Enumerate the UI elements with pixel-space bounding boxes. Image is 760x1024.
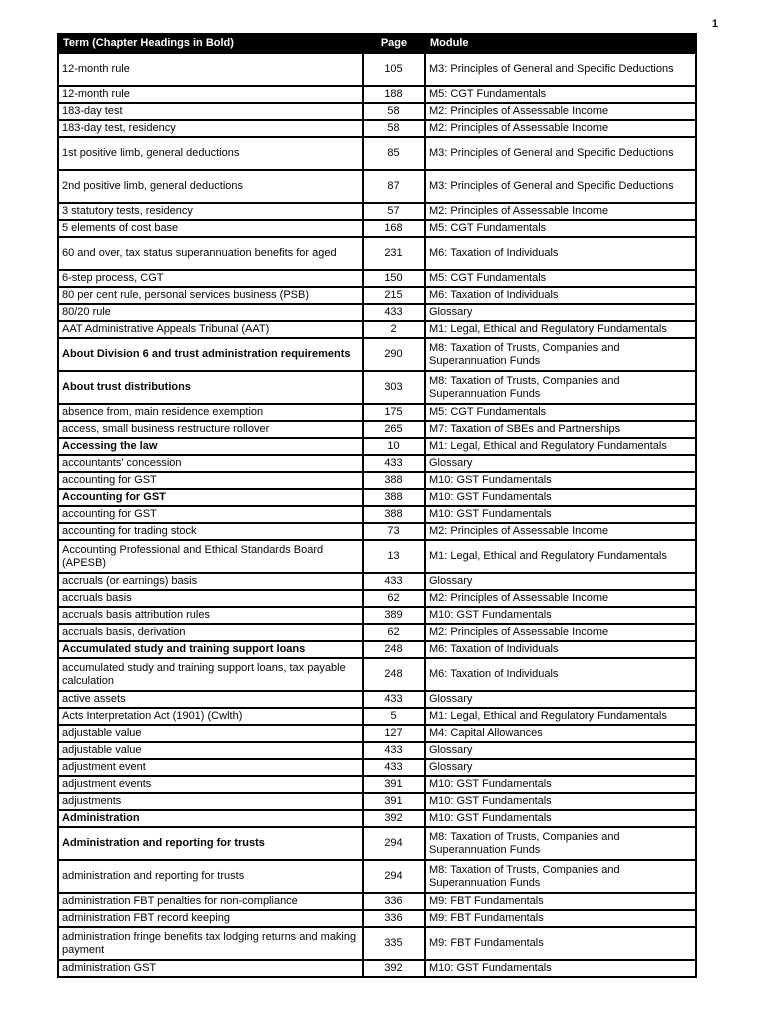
- module-cell: M3: Principles of General and Specific Deductions: [425, 170, 696, 203]
- table-row: [58, 759, 696, 776]
- page-cell: 336: [363, 910, 425, 927]
- table-row: [58, 103, 696, 120]
- term-cell: Administration and reporting for trusts: [58, 827, 363, 860]
- term-cell: 6-step process, CGT: [58, 270, 363, 287]
- page-cell: 294: [363, 827, 425, 860]
- term-cell: accounting for GST: [58, 472, 363, 489]
- table-row: [58, 810, 696, 827]
- table-row: [58, 170, 696, 203]
- page-cell: 62: [363, 590, 425, 607]
- table-row: [58, 421, 696, 438]
- module-cell: M2: Principles of Assessable Income: [425, 103, 696, 120]
- term-cell: administration GST: [58, 960, 363, 977]
- page-cell: 150: [363, 270, 425, 287]
- term-cell: adjustable value: [58, 725, 363, 742]
- module-cell: M9: FBT Fundamentals: [425, 927, 696, 960]
- term-cell: administration FBT record keeping: [58, 910, 363, 927]
- page-cell: 433: [363, 573, 425, 590]
- term-cell: adjustment events: [58, 776, 363, 793]
- page-cell: 2: [363, 321, 425, 338]
- page-cell: 392: [363, 810, 425, 827]
- page-cell: 290: [363, 338, 425, 371]
- module-cell: M1: Legal, Ethical and Regulatory Fundamentals: [425, 540, 696, 573]
- module-cell: M2: Principles of Assessable Income: [425, 523, 696, 540]
- table-row: [58, 438, 696, 455]
- page-cell: 388: [363, 506, 425, 523]
- table-row: [58, 455, 696, 472]
- page-cell: 388: [363, 489, 425, 506]
- module-cell: Glossary: [425, 691, 696, 708]
- module-cell: M3: Principles of General and Specific Deductions: [425, 53, 696, 86]
- term-cell: Accounting for GST: [58, 489, 363, 506]
- page-cell: 175: [363, 404, 425, 421]
- table-row: [58, 321, 696, 338]
- module-cell: M8: Taxation of Trusts, Companies and Superannuation Funds: [425, 860, 696, 893]
- term-cell: accounting for trading stock: [58, 523, 363, 540]
- page-cell: 127: [363, 725, 425, 742]
- table-row: [58, 404, 696, 421]
- page-cell: 391: [363, 793, 425, 810]
- table-row: [58, 725, 696, 742]
- page-cell: 188: [363, 86, 425, 103]
- page-cell: 73: [363, 523, 425, 540]
- table-row: [58, 506, 696, 523]
- table-row: [58, 607, 696, 624]
- module-cell: M8: Taxation of Trusts, Companies and Superannuation Funds: [425, 338, 696, 371]
- term-cell: 3 statutory tests, residency: [58, 203, 363, 220]
- term-cell: accounting for GST: [58, 506, 363, 523]
- table-row: [58, 573, 696, 590]
- page-cell: 87: [363, 170, 425, 203]
- term-cell: adjustment event: [58, 759, 363, 776]
- page-cell: 10: [363, 438, 425, 455]
- module-cell: M8: Taxation of Trusts, Companies and Superannuation Funds: [425, 371, 696, 404]
- module-cell: M1: Legal, Ethical and Regulatory Fundamentals: [425, 321, 696, 338]
- module-cell: M5: CGT Fundamentals: [425, 86, 696, 103]
- module-cell: M3: Principles of General and Specific Deductions: [425, 137, 696, 170]
- page-cell: 85: [363, 137, 425, 170]
- module-cell: M6: Taxation of Individuals: [425, 658, 696, 691]
- table-row: [58, 658, 696, 691]
- index-table-body: [58, 53, 696, 977]
- page-cell: 389: [363, 607, 425, 624]
- table-row: [58, 523, 696, 540]
- term-cell: Acts Interpretation Act (1901) (Cwlth): [58, 708, 363, 725]
- module-cell: M2: Principles of Assessable Income: [425, 624, 696, 641]
- table-row: [58, 203, 696, 220]
- term-cell: 60 and over, tax status superannuation benefits for aged: [58, 237, 363, 270]
- table-row: [58, 624, 696, 641]
- table-row: [58, 793, 696, 810]
- table-row: [58, 910, 696, 927]
- module-cell: M2: Principles of Assessable Income: [425, 203, 696, 220]
- module-cell: Glossary: [425, 455, 696, 472]
- page-cell: 303: [363, 371, 425, 404]
- term-cell: access, small business restructure rollover: [58, 421, 363, 438]
- module-cell: M10: GST Fundamentals: [425, 506, 696, 523]
- term-cell: 183-day test, residency: [58, 120, 363, 137]
- term-cell: accruals (or earnings) basis: [58, 573, 363, 590]
- module-cell: M10: GST Fundamentals: [425, 793, 696, 810]
- table-row: [58, 287, 696, 304]
- table-row: [58, 860, 696, 893]
- table-row: [58, 304, 696, 321]
- term-cell: 80/20 rule: [58, 304, 363, 321]
- table-row: [58, 960, 696, 977]
- module-cell: M6: Taxation of Individuals: [425, 287, 696, 304]
- module-cell: M6: Taxation of Individuals: [425, 237, 696, 270]
- term-cell: 183-day test: [58, 103, 363, 120]
- module-cell: M10: GST Fundamentals: [425, 489, 696, 506]
- page-cell: 336: [363, 893, 425, 910]
- term-cell: administration fringe benefits tax lodging returns and making payment: [58, 927, 363, 960]
- page-cell: 5: [363, 708, 425, 725]
- table-row: [58, 472, 696, 489]
- module-cell: M10: GST Fundamentals: [425, 472, 696, 489]
- module-cell: Glossary: [425, 304, 696, 321]
- module-cell: M2: Principles of Assessable Income: [425, 590, 696, 607]
- page-cell: 433: [363, 691, 425, 708]
- module-cell: M1: Legal, Ethical and Regulatory Fundamentals: [425, 708, 696, 725]
- page-cell: 433: [363, 742, 425, 759]
- table-row: [58, 489, 696, 506]
- page-cell: 57: [363, 203, 425, 220]
- table-row: [58, 338, 696, 371]
- page-cell: 433: [363, 759, 425, 776]
- page-cell: 248: [363, 658, 425, 691]
- term-cell: administration and reporting for trusts: [58, 860, 363, 893]
- term-cell: accruals basis, derivation: [58, 624, 363, 641]
- term-cell: 1st positive limb, general deductions: [58, 137, 363, 170]
- table-row: [58, 371, 696, 404]
- module-cell: Glossary: [425, 759, 696, 776]
- page-cell: 215: [363, 287, 425, 304]
- table-row: [58, 590, 696, 607]
- term-cell: active assets: [58, 691, 363, 708]
- term-cell: Accounting Professional and Ethical Standards Board (APESB): [58, 540, 363, 573]
- table-row: [58, 893, 696, 910]
- table-row: [58, 270, 696, 287]
- module-cell: M4: Capital Allowances: [425, 725, 696, 742]
- module-cell: M10: GST Fundamentals: [425, 960, 696, 977]
- page-cell: 388: [363, 472, 425, 489]
- table-row: [58, 237, 696, 270]
- page-cell: 13: [363, 540, 425, 573]
- term-cell: Accumulated study and training support loans: [58, 641, 363, 658]
- module-cell: M5: CGT Fundamentals: [425, 404, 696, 421]
- module-cell: M9: FBT Fundamentals: [425, 893, 696, 910]
- page-cell: 265: [363, 421, 425, 438]
- term-cell: About Division 6 and trust administration requirements: [58, 338, 363, 371]
- page-cell: 62: [363, 624, 425, 641]
- term-cell: 2nd positive limb, general deductions: [58, 170, 363, 203]
- table-row: [58, 120, 696, 137]
- header-module: Module: [425, 34, 696, 53]
- module-cell: M5: CGT Fundamentals: [425, 270, 696, 287]
- page-cell: 58: [363, 120, 425, 137]
- term-cell: 5 elements of cost base: [58, 220, 363, 237]
- page-cell: 105: [363, 53, 425, 86]
- table-row: [58, 776, 696, 793]
- page-cell: 168: [363, 220, 425, 237]
- table-row: [58, 641, 696, 658]
- module-cell: M9: FBT Fundamentals: [425, 910, 696, 927]
- page-cell: 248: [363, 641, 425, 658]
- header-term: Term (Chapter Headings in Bold): [58, 34, 363, 53]
- header-row: [58, 34, 696, 53]
- module-cell: M10: GST Fundamentals: [425, 776, 696, 793]
- page-number: 1: [711, 18, 718, 30]
- term-cell: About trust distributions: [58, 371, 363, 404]
- term-cell: accruals basis: [58, 590, 363, 607]
- term-cell: 12-month rule: [58, 86, 363, 103]
- term-cell: absence from, main residence exemption: [58, 404, 363, 421]
- table-row: [58, 137, 696, 170]
- table-row: [58, 220, 696, 237]
- page-cell: 392: [363, 960, 425, 977]
- page-cell: 294: [363, 860, 425, 893]
- table-row: [58, 53, 696, 86]
- page-cell: 335: [363, 927, 425, 960]
- module-cell: M10: GST Fundamentals: [425, 607, 696, 624]
- module-cell: M10: GST Fundamentals: [425, 810, 696, 827]
- module-cell: M6: Taxation of Individuals: [425, 641, 696, 658]
- term-cell: administration FBT penalties for non-compliance: [58, 893, 363, 910]
- page-cell: 391: [363, 776, 425, 793]
- term-cell: 12-month rule: [58, 53, 363, 86]
- page-cell: 231: [363, 237, 425, 270]
- term-cell: accumulated study and training support loans, tax payable calculation: [58, 658, 363, 691]
- table-row: [58, 742, 696, 759]
- module-cell: M5: CGT Fundamentals: [425, 220, 696, 237]
- term-cell: Administration: [58, 810, 363, 827]
- module-cell: Glossary: [425, 742, 696, 759]
- term-cell: adjustments: [58, 793, 363, 810]
- module-cell: M8: Taxation of Trusts, Companies and Superannuation Funds: [425, 827, 696, 860]
- term-cell: 80 per cent rule, personal services business (PSB): [58, 287, 363, 304]
- term-cell: AAT Administrative Appeals Tribunal (AAT): [58, 321, 363, 338]
- page-cell: 433: [363, 455, 425, 472]
- page-cell: 433: [363, 304, 425, 321]
- table-row: [58, 927, 696, 960]
- module-cell: M1: Legal, Ethical and Regulatory Fundamentals: [425, 438, 696, 455]
- term-cell: Accessing the law: [58, 438, 363, 455]
- module-cell: M2: Principles of Assessable Income: [425, 120, 696, 137]
- header-page: Page: [363, 34, 425, 53]
- module-cell: M7: Taxation of SBEs and Partnerships: [425, 421, 696, 438]
- term-cell: accountants' concession: [58, 455, 363, 472]
- module-cell: Glossary: [425, 573, 696, 590]
- table-row: [58, 708, 696, 725]
- table-row: [58, 827, 696, 860]
- term-cell: adjustable value: [58, 742, 363, 759]
- index-table: [57, 33, 697, 978]
- table-row: [58, 540, 696, 573]
- term-cell: accruals basis attribution rules: [58, 607, 363, 624]
- table-row: [58, 86, 696, 103]
- page-cell: 58: [363, 103, 425, 120]
- table-row: [58, 691, 696, 708]
